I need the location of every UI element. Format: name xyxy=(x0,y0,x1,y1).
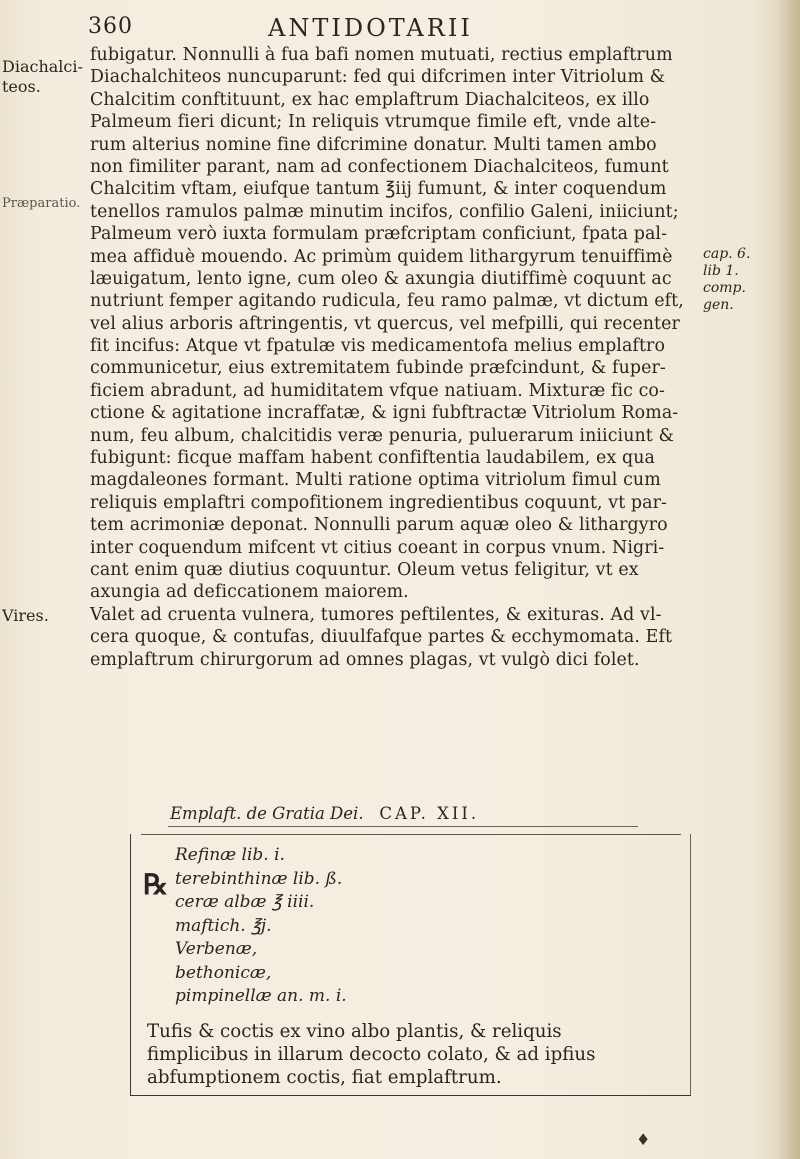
running-title: ANTIDOTARII xyxy=(268,14,473,42)
citation-line: comp. xyxy=(703,280,746,296)
text-line: ctione & agitatione incraffatæ, & igni fubftractæ Vitriolum Roma- xyxy=(90,403,679,424)
box-right-rule xyxy=(690,834,691,1096)
ingredient-item: terebinthinæ lib. ß. xyxy=(175,868,343,889)
page-edge-shadow xyxy=(778,0,800,1159)
recipe-title-name: Emplaft. de Gratia Dei. xyxy=(170,804,364,823)
recipe-box xyxy=(130,834,691,1096)
ingredient-item: Verbenæ, xyxy=(175,939,258,959)
text-line: axungia ad deficcationem maiorem. xyxy=(90,582,409,603)
ingredient-item: Refinæ lib. i. xyxy=(175,845,285,865)
text-line: Palmeum verò iuxta formulam præfcriptam conficiunt, fpata pal- xyxy=(90,224,668,245)
margin-note-praeparatio: Præparatio. xyxy=(2,196,81,211)
instruction-line: abfumptionem coctis, fiat emplaftrum. xyxy=(147,1067,502,1088)
text-line: reliquis emplaftri compofitionem ingredientibus coquunt, vt par- xyxy=(90,492,668,513)
text-line: Diachalchiteos nuncuparunt: fed qui difcrimen inter Vitriolum & xyxy=(90,67,666,88)
ingredient-item: pimpinellæ an. m. i. xyxy=(175,986,347,1006)
text-line: inter coquendum mifcent vt citius coeant in corpus vnum. Nigri- xyxy=(90,537,665,558)
text-line: nutriunt femper agitando rudicula, feu ramo palmæ, vt dictum eft, xyxy=(90,291,684,312)
text-line: vel alius arboris aftringentis, vt quercus, vel mefpilli, qui recenter xyxy=(90,313,680,334)
margin-note-vires: Vires. xyxy=(2,606,49,625)
text-line: Chalcitim vftam, eiufque tantum ℥iij fumunt, & inter coquendum xyxy=(90,179,667,200)
recipe-symbol: ℞ xyxy=(143,868,169,901)
ingredient-list xyxy=(175,844,347,1009)
text-line: fubigatur. Nonnulli à fua bafi nomen mutuati, rectius emplaftrum xyxy=(90,45,673,65)
instruction-line: fimplicibus in illarum decocto colato, & ad ipfius xyxy=(147,1044,596,1065)
text-line: tenellos ramulos palmæ minutim incifos, confilio Galeni, iniiciunt; xyxy=(90,201,679,222)
text-line: ficiem abradunt, ad humiditatem vfque natiuam. Mixturæ fic co- xyxy=(90,380,665,401)
text-line: Palmeum fieri dicunt; In reliquis vtrumque fimile eft, vnde alte- xyxy=(90,112,657,133)
citation-line: gen. xyxy=(703,297,734,313)
text-line: num, feu album, chalcitidis veræ penuria, puluerarum iniiciunt & xyxy=(90,425,675,446)
text-line: Valet ad cruenta vulnera, tumores peftilentes, & exituras. Ad vl- xyxy=(90,604,662,625)
text-line: rum alterius nomine fine difcrimine donatur. Multi tamen ambo xyxy=(90,134,657,155)
margin-citation xyxy=(703,246,751,314)
text-line: Chalcitim conftituunt, ex hac emplaftrum Diachalciteos, ex illo xyxy=(90,89,650,110)
page-number: 360 xyxy=(88,14,133,39)
text-line: magdaleones formant. Multi ratione optima vitriolum fimul cum xyxy=(90,470,661,491)
citation-line: cap. 6. xyxy=(703,246,751,262)
ingredient-item: maftich. ℥j. xyxy=(175,915,272,936)
text-line: communicetur, eius extremitatem fubinde præfcindunt, & fuper- xyxy=(90,358,666,379)
text-line: fit incifus: Atque vt fpatulæ vis medicamentofa melius emplaftro xyxy=(90,336,666,357)
box-top-rule xyxy=(141,834,681,835)
margin-note-line: Diachalci- xyxy=(2,57,83,76)
page-header xyxy=(88,14,708,44)
ingredient-item: ceræ albæ ℥ iiii. xyxy=(175,892,315,912)
box-bottom-rule xyxy=(131,1095,691,1097)
margin-note-diachalciteos xyxy=(2,57,88,97)
text-line: cant enim quæ diutius coquuntur. Oleum vetus feligitur, vt ex xyxy=(90,559,639,580)
text-line: fubigunt: ficque maffam habent confiftentia laudabilem, ex qua xyxy=(90,448,655,469)
ingredient-item: bethonicæ, xyxy=(175,962,272,983)
body-text xyxy=(90,44,698,671)
recipe-title xyxy=(170,804,650,823)
text-line: cera quoque, & contufas, diuulfafque partes & ecchymomata. Eft xyxy=(90,627,673,648)
margin-note-line: teos. xyxy=(2,77,41,96)
ornament-icon: ♦ xyxy=(636,1130,651,1149)
text-line: læuigatum, lento igne, cum oleo & axungia diutiffimè coquunt ac xyxy=(90,268,672,289)
text-line: mea affiduè mouendo. Ac primùm quidem lithargyrum tenuiffimè xyxy=(90,246,673,267)
citation-line: lib 1. xyxy=(703,263,739,279)
recipe-instructions xyxy=(147,1020,687,1089)
instruction-line: Tufis & coctis ex vino albo plantis, & reliquis xyxy=(147,1021,562,1042)
text-line: emplaftrum chirurgorum ad omnes plagas, vt vulgò dici folet. xyxy=(90,649,640,670)
text-line: tem acrimoniæ deponat. Nonnulli parum aquæ oleo & lithargyro xyxy=(90,515,668,536)
chapter-number: CAP. XII. xyxy=(379,804,480,823)
title-rule xyxy=(168,826,638,827)
text-line: non fimiliter parant, nam ad confectionem Diachalciteos, fumunt xyxy=(90,156,669,177)
